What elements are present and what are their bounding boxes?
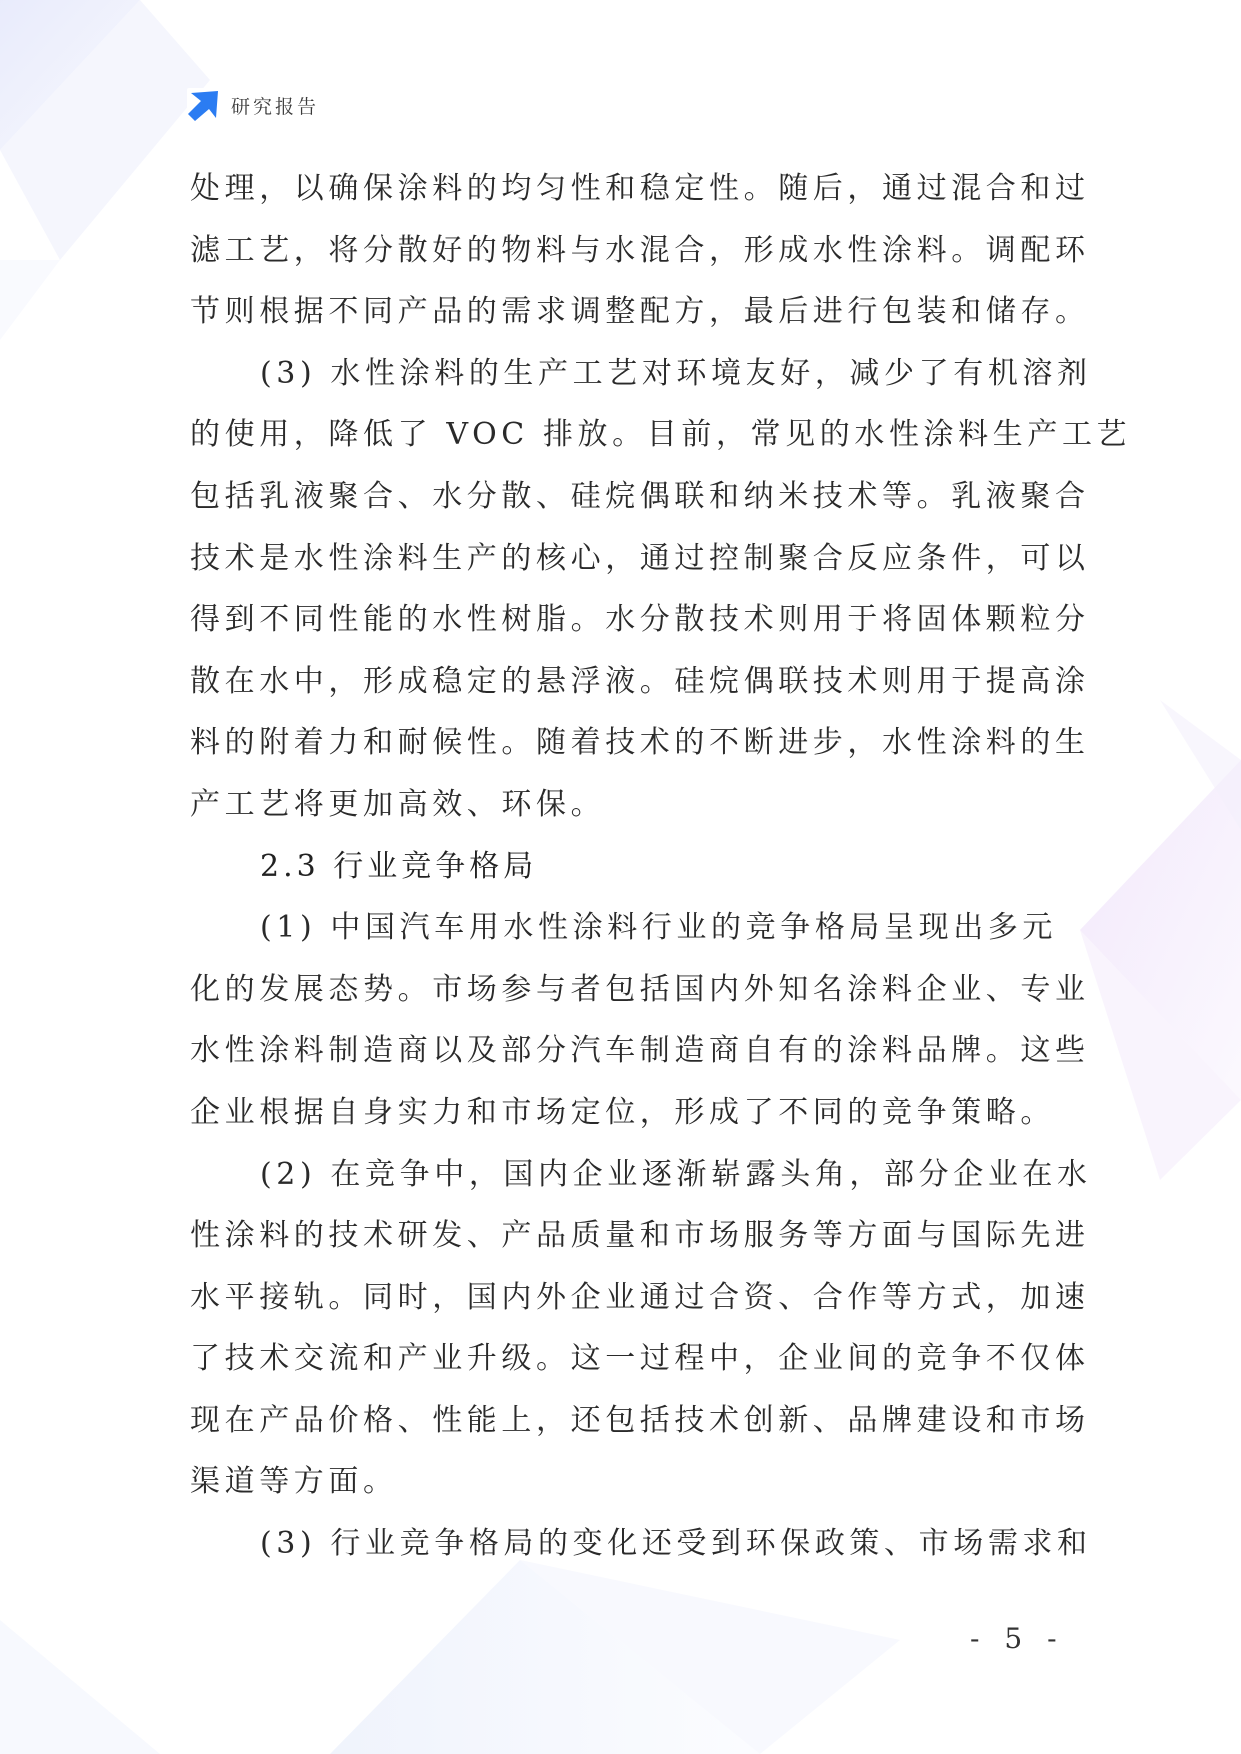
- text-line: (3) 行业竞争格局的变化还受到环保政策、市场需求和: [260, 1526, 1092, 1562]
- section-heading: 2.3 行业竞争格局: [260, 848, 538, 884]
- text-line: 的使用，降低了 VOC 排放。目前，常见的水性涂料生产工艺: [190, 417, 1132, 453]
- text-line: 技术是水性涂料生产的核心，通过控制聚合反应条件，可以: [190, 540, 1090, 576]
- document-body: [190, 158, 1132, 1575]
- text-line: 节则根据不同产品的需求调整配方，最后进行包装和储存。: [190, 294, 1090, 330]
- text-line: 了技术交流和产业升级。这一过程中，企业间的竞争不仅体: [190, 1341, 1090, 1377]
- text-line: 包括乳液聚合、水分散、硅烷偶联和纳米技术等。乳液聚合: [190, 478, 1090, 514]
- text-line: 性涂料的技术研发、产品质量和市场服务等方面与国际先进: [190, 1218, 1090, 1254]
- text-line: 滤工艺，将分散好的物料与水混合，形成水性涂料。调配环: [190, 232, 1090, 268]
- text-line: 散在水中，形成稳定的悬浮液。硅烷偶联技术则用于提高涂: [190, 663, 1090, 699]
- paragraph-1: [190, 158, 1090, 343]
- paragraph-3: [190, 897, 1090, 1143]
- text-line: (2) 在竞争中，国内企业逐渐崭露头角，部分企业在水: [260, 1156, 1092, 1192]
- text-line: (3) 水性涂料的生产工艺对环境友好，减少了有机溶剂: [260, 355, 1092, 391]
- text-line: 企业根据自身实力和市场定位，形成了不同的竞争策略。: [190, 1094, 1055, 1130]
- text-line: 渠道等方面。: [190, 1464, 398, 1500]
- text-line: (1) 中国汽车用水性涂料行业的竞争格局呈现出多元: [260, 910, 1058, 946]
- header-title: 研究报告: [231, 95, 320, 118]
- arrow-up-right-icon: [187, 88, 221, 122]
- paragraph-2: [190, 343, 1132, 836]
- text-line: 化的发展态势。市场参与者包括国内外知名涂料企业、专业: [190, 971, 1090, 1007]
- text-line: 现在产品价格、性能上，还包括技术创新、品牌建设和市场: [190, 1402, 1090, 1438]
- paragraph-4: [190, 1144, 1092, 1514]
- text-line: 产工艺将更加高效、环保。: [190, 786, 606, 822]
- text-line: 水性涂料制造商以及部分汽车制造商自有的涂料品牌。这些: [190, 1033, 1090, 1069]
- paragraph-5: [190, 1513, 1092, 1575]
- text-line: 得到不同性能的水性树脂。水分散技术则用于将固体颗粒分: [190, 602, 1090, 638]
- page-number: - 5 -: [970, 1622, 1065, 1655]
- text-line: 料的附着力和耐候性。随着技术的不断进步，水性涂料的生: [190, 725, 1090, 761]
- text-line: 水平接轨。同时，国内外企业通过合资、合作等方式，加速: [190, 1279, 1090, 1315]
- text-line: 处理，以确保涂料的均匀性和稳定性。随后，通过混合和过: [190, 171, 1090, 206]
- report-header: [187, 88, 319, 122]
